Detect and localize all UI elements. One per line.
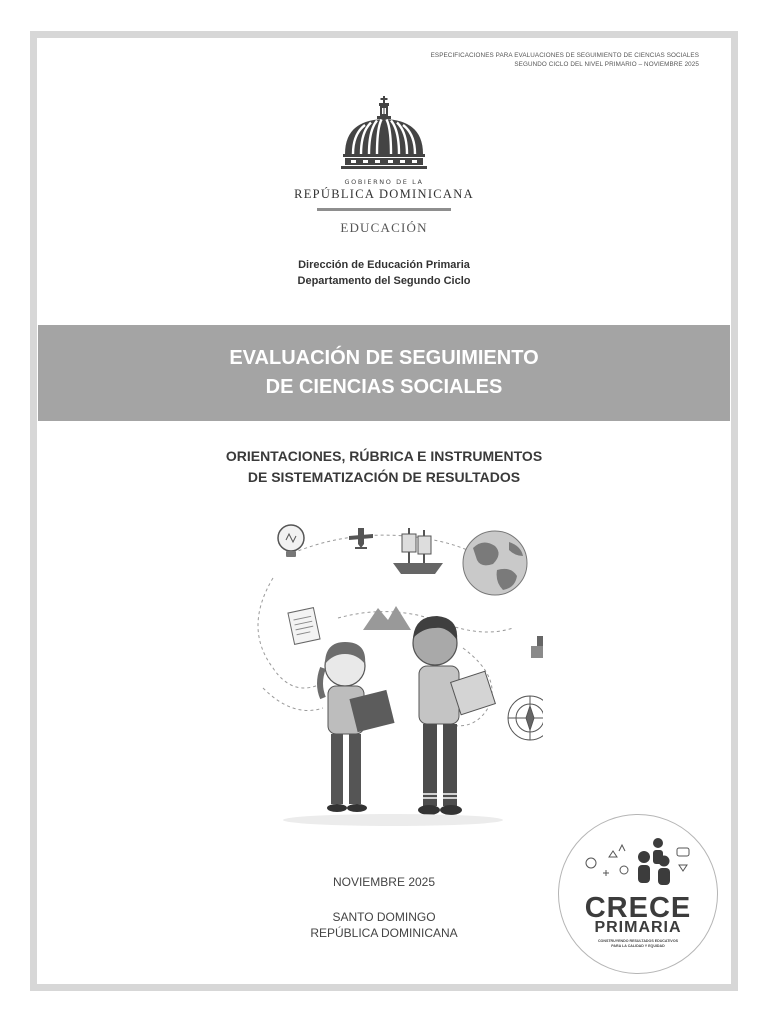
subtitle-line-2: DE SISTEMATIZACIÓN DE RESULTADOS xyxy=(247,469,521,485)
title-line-1: EVALUACIÓN DE SEGUIMIENTO xyxy=(229,347,539,369)
mountains-icon xyxy=(363,606,411,630)
crece-subtitle: PRIMARIA xyxy=(594,919,682,936)
crece-primaria-logo xyxy=(558,814,718,974)
girl-figure xyxy=(320,642,395,812)
department-line-2: Departamento del Segundo Ciclo xyxy=(297,275,471,287)
crece-name: CRECE xyxy=(584,892,692,924)
publication-city: SANTO DOMINGO xyxy=(332,910,436,924)
subtitle-block xyxy=(37,446,731,488)
department-block xyxy=(37,257,731,289)
header-note xyxy=(431,51,699,69)
ship-icon xyxy=(393,528,443,574)
people-icon xyxy=(638,838,670,885)
emblem-ministry-text: EDUCACIÓN xyxy=(340,220,428,235)
title-band xyxy=(38,325,730,421)
lightbulb-icon xyxy=(278,525,304,557)
students-illustration xyxy=(233,508,543,838)
globe-icon xyxy=(463,531,527,595)
emblem-country-text: REPÚBLICA DOMINICANA xyxy=(294,187,474,201)
title-line-2: DE CIENCIAS SOCIALES xyxy=(265,376,503,398)
subtitle-line-1: ORIENTACIONES, RÚBRICA E INSTRUMENTOS xyxy=(225,448,543,464)
header-note-line-1: ESPECIFICACIONES PARA EVALUACIONES DE SEGUIMIENTO DE CIENCIAS SOCIALES xyxy=(430,52,699,59)
emblem-small-text: GOBIERNO DE LA xyxy=(344,178,424,186)
publication-country: REPÚBLICA DOMINICANA xyxy=(310,926,458,940)
department-line-1: Dirección de Educación Primaria xyxy=(298,259,470,271)
document-icon xyxy=(288,608,320,645)
lighthouse-icon xyxy=(531,636,543,658)
crece-tagline-line-2: PARA LA CALIDAD Y EQUIDAD xyxy=(611,944,665,948)
emblem-divider xyxy=(317,208,451,211)
government-emblem xyxy=(37,94,731,236)
publication-date: NOVIEMBRE 2025 xyxy=(332,875,436,889)
compass-icon xyxy=(508,696,543,740)
airplane-icon xyxy=(349,528,373,549)
dome-icon xyxy=(339,94,429,174)
crece-tagline xyxy=(573,939,703,949)
header-note-line-2: SEGUNDO CICLO DEL NIVEL PRIMARIO – NOVIEMBRE 2025 xyxy=(514,61,699,68)
crece-tagline-line-1: CONSTRUYENDO RESULTADOS EDUCATIVOS xyxy=(597,939,679,943)
document-page xyxy=(30,31,738,991)
